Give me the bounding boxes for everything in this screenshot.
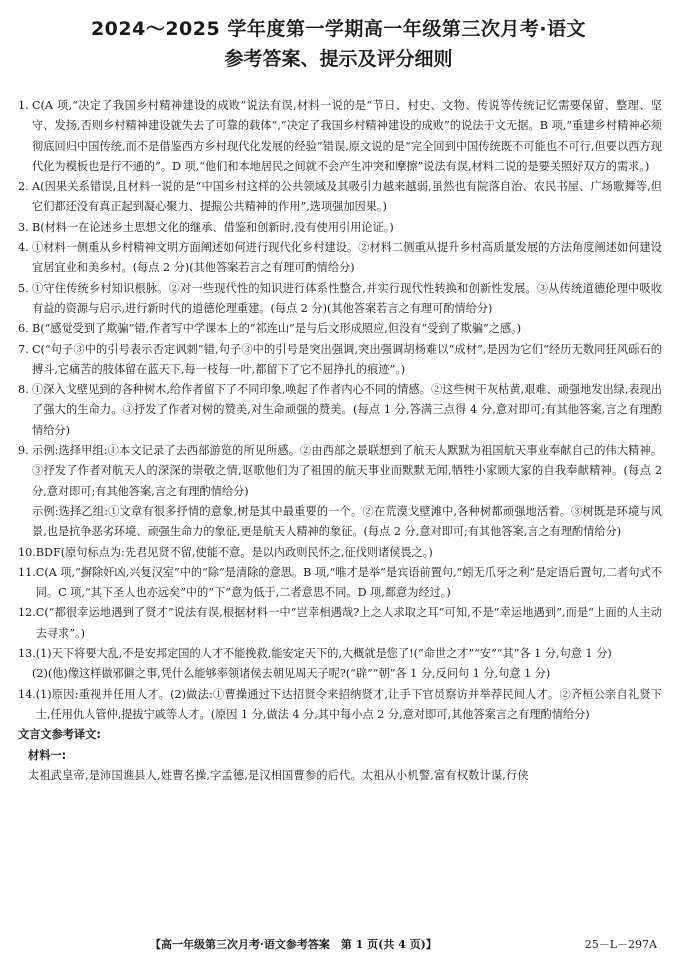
answer-number: 13. [18, 647, 36, 661]
translation-heading: 文言文参考译文: [18, 728, 101, 742]
answer-text: (2)(他)像这样做邪僻之事,凭什么能够率领诸侯去朝见周天子呢?(“辟”“朝”各 1 分,反问句 1 分,句意 1 分) [32, 667, 551, 681]
answer-item-13 [18, 644, 662, 664]
answer-text: C(A 项,“决定了我国乡村精神建设的成败”说法有误,材料一说的是“节日、村史、文物、传说等传统记忆需要保留、整理、坚守、发扬,否则乡村精神建设就失去了可靠的载体”,“决定了我国乡村精神建设的成败”的说法于文无据。B 项,“重建乡村精神必须彻底回归中国传统,而不是借鉴西方乡村现代化发展的经验”错误,原文说的是“完全回到中国传统既不可能也不可行,但要以西方现代化为模板也是行不通的”。D 项,“他们和本地居民之间就不会产生冲突和摩擦”说法有误,材料二说的是要关照好双方的需求。) [32, 99, 662, 173]
answer-item-8 [18, 380, 662, 441]
answer-number: 12. [18, 606, 36, 620]
page-subtitle: 参考答案、提示及评分细则 [224, 48, 453, 70]
answer-number: 7. [18, 342, 29, 356]
answer-item-7 [18, 340, 662, 381]
footer-code: 25－L－297A [584, 938, 657, 951]
answer-item-2 [18, 177, 662, 218]
answer-item-4 [18, 238, 662, 279]
answer-item-9-alt [18, 502, 662, 543]
answer-number: 6. [18, 322, 29, 336]
answer-item-5 [18, 279, 662, 320]
answer-text: (1)原因:重视并任用人才。(2)做法:①曹操通过下达招贤令来招纳贤才,让手下官员察访并举荐民间人才。②齐桓公亲自礼贤下士,任用仇人管仲,提拔宁戚等人才。(原因 1 分,做法 4 分,其中每小点 2 分,意对即可,其他答案言之有理酌情给分) [35, 687, 662, 721]
page-title: 2024～2025 学年度第一学期高一年级第三次月考·语文 [90, 18, 587, 40]
answer-number: 4. [18, 241, 29, 255]
answer-text: ①材料一侧重从乡村精神文明方面阐述如何进行现代化乡村建设。②材料二侧重从提升乡村高质量发展的方法角度阐述如何建设宜居宜业和美乡村。(每点 2 分)(其他答案若言之有理可酌情给分) [32, 241, 662, 275]
answer-item-6 [18, 319, 662, 339]
answer-text: ①守住传统乡村知识根脉。②对一些现代性的知识进行体系性整合,并实行现代性转换和创新性发展。③从传统道德伦理中吸收有益的资源与启示,进行新时代的道德伦理重建。(每点 2 分)(其他答案若言之有理可酌情给分) [32, 281, 662, 315]
answer-number: 3. [18, 220, 29, 234]
answer-number: 2. [18, 180, 29, 194]
answer-list [18, 96, 662, 786]
material-label: 材料一: [28, 748, 67, 762]
answer-text: 示例:选择甲组:①本文记录了去西部游览的所见所感。②由西部之景联想到了航天人默默为祖国航天事业奉献自己的伟大精神。③抒发了作者对航天人的深深的崇敬之情,讴歌他们为了祖国的航天事业而默默无闻,牺牲小家顾大家的自我奉献精神。(每点 2 分,意对即可;有其他答案,言之有理酌情给分) [32, 444, 662, 498]
translation-text: 太祖武皇帝,是沛国谯县人,姓曹名操,字孟德,是汉相国曹参的后代。太祖从小机警,富有权数计谋,行侠 [28, 768, 529, 782]
answer-number: 8. [18, 383, 29, 397]
answer-text: ①深入戈壁见到的各种树木,给作者留下了不同印象,唤起了作者内心不同的情感。②这些树干灰枯黄,艰难、顽强地发出绿,表现出了强大的生命力。③抒发了作者对树的赞美,对生命顽强的赞美。(每点 1 分,答满三点得 4 分,意对即可;有其他答案,言之有理酌情给分) [32, 383, 662, 437]
answer-number: 11. [18, 565, 36, 579]
answer-text: B(材料一在论述乡土思想文化的继承、借鉴和创新时,没有使用引用论证。) [32, 220, 394, 234]
answer-item-1 [18, 96, 662, 177]
answer-text: A(因果关系错误,且材料一说的是“中国乡村这样的公共领域及其吸引力越来越弱,虽然也有院落自治、农民书屋、广场歌舞等,但它们都还没有真正起到凝心聚力、提振公共精神的作用”,选项强加因果。) [32, 180, 662, 214]
answer-number: 5. [18, 281, 29, 295]
answer-item-11 [18, 563, 662, 604]
answer-item-14 [18, 685, 662, 726]
answer-item-13-part2 [18, 664, 662, 684]
answer-text: (1)天下将要大乱,不是安邦定国的人才不能挽救,能安定天下的,大概就是您了!(“命世之才”“安”“其”各 1 分,句意 1 分) [35, 647, 612, 661]
answer-text: C(A 项,“摒除奸凶,兴复汉室”中的“除”是清除的意思。B 项,“唯才是举”是宾语前置句,“蚓无爪牙之利”是定语后置句,二者句式不同。C 项,“其下圣人也亦远矣”中的“下”意为低于,二者意思不同。D 项,都意为经过。) [35, 565, 662, 600]
answer-number: 10. [18, 545, 36, 559]
answer-text: BDF(原句标点为:先君见贤不留,使能不意。是以内政则民怀之,征伐则诸侯畏之。) [35, 545, 433, 559]
answer-text: 示例:选择乙组:①文章有很多抒情的意象,树是其中最重要的一个。②在荒漠戈壁滩中,各种树都顽强地活着。③树既是环境与风景,也是抗争恶劣环境、顽强生命力的象征,更是航天人精神的象征。(每点 2 分,意对即可;有其他答案,言之有理酌情给分) [32, 504, 662, 539]
answer-text: B(“感觉受到了欺骗”错,作者写中学课本上的“祁连山”是与后文形成照应,但没有“受到了欺骗”之感。) [32, 322, 522, 336]
footer-page-info: 【高一年级第三次月考·语文参考答案 第 1 页(共 4 页)】 [150, 938, 437, 951]
answer-text: C(“句子③中的引号表示否定讽刺”错,句子③中的引号是突出强调,突出强调胡杨难以“成材”,是因为它们“经历无数同狂风砾石的搏斗,它痛苦的肢体留在蓝天下,每一枝每一叶,都留下了它不屈挣扎的痕迹”。) [32, 342, 662, 376]
answer-item-3 [18, 218, 662, 238]
answer-number: 9. [18, 444, 29, 458]
answer-item-10 [18, 543, 662, 563]
answer-number: 14. [18, 687, 36, 701]
answer-text: C(“都很幸运地遇到了贤才”说法有误,根据材料一中“岂幸相遇哉?上之人求取之耳”可知,不是“幸运地遇到”,而是“上面的人主动去寻求”。) [35, 606, 662, 640]
answer-item-12 [18, 603, 662, 644]
answer-item-9 [18, 441, 662, 502]
answer-number: 1. [18, 99, 29, 112]
